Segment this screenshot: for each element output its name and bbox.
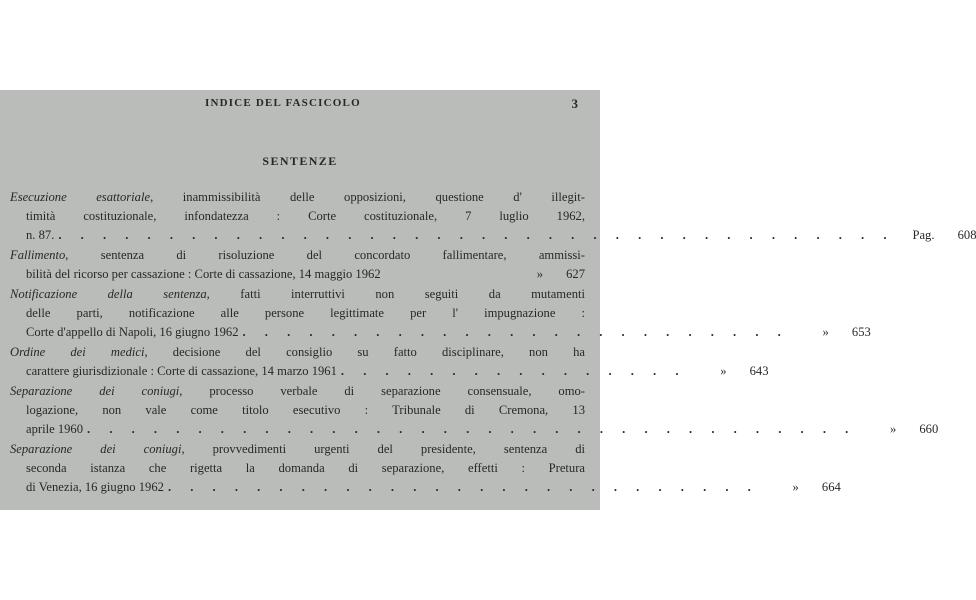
entry-page-number: 664 [821,480,841,494]
entry-page-number: 643 [749,364,769,378]
entry-line [10,459,585,478]
entry-line [10,207,585,226]
entry-subject: Separazione dei coniugi, [10,384,183,398]
page-label: » [720,364,727,378]
entry-text: fatti interruttivi non seguiti da mutamenti [209,287,585,301]
dot-leader: . . . . . . . . . . . . . . . . . . . . . . . . . . . [167,480,759,494]
entry-subject: Ordine dei medici, [10,345,148,359]
entry-text: logazione, non vale come titolo esecutivo : Tribunale di Cremona, 13 [26,403,585,417]
entry-text: decisione del consiglio su fatto disciplinare, non ha [147,345,585,359]
entry-text: seconda istanza che rigetta la domanda di separazione, effetti : Pretura [26,461,585,475]
entry-page-number: 608 [957,228,976,242]
entry-subject: Esecuzione esattoriale, [10,190,154,204]
page-number: 3 [571,96,578,111]
entry-last-line [10,420,939,439]
entry-first-line [10,285,585,304]
entry-subject: Fallimento, [10,248,69,262]
entry-text: bilità del ricorso per cassazione : Corte di cassazione, 14 maggio 1962 [26,267,381,281]
entry-page-number: 653 [851,325,871,339]
running-header [0,97,600,115]
entry-text: n. 87. [26,228,55,242]
entry-first-line [10,188,585,207]
entry-text: carattere giurisdizionale : Corte di cassazione, 14 marzo 1961 [26,364,337,378]
entry-subject: Separazione dei coniugi, [10,442,185,456]
entry-text: processo verbale di separazione consensuale, omo- [182,384,585,398]
page-label: » [536,267,543,281]
entry-first-line [10,440,585,459]
entry-page-number: 627 [566,267,585,281]
dot-leader: . . . . . . . . . . . . . . . . . . . . . . . . . [242,325,789,339]
entry-text: inammissibilità delle opposizioni, questione d' illegit- [153,190,585,204]
index-entry [10,246,585,284]
page-label: » [822,325,829,339]
page-label: » [889,422,897,436]
index-entries [10,188,976,498]
entry-text: sentenza di risoluzione del concordato fallimentare, ammissi- [68,248,585,262]
entry-line [10,304,585,323]
index-entry [10,382,939,439]
dot-leader: . . . . . . . . . . . . . . . . . . . . . . . . . . . . . . . . . . . [87,422,857,436]
entry-text: Corte d'appello di Napoli, 16 giugno 1962 [26,325,239,339]
entry-last-line [10,362,769,381]
entry-first-line [10,343,585,362]
index-entry [10,440,841,497]
entry-last-line [10,323,871,342]
running-title: INDICE DEL FASCICOLO [205,97,361,109]
entry-page-number: 660 [919,422,939,436]
index-entry [10,188,976,245]
entry-first-line [10,382,585,401]
index-entry [10,285,871,342]
dot-leader: . . . . . . . . . . . . . . . . [340,364,687,378]
section-title: SENTENZE [262,154,338,168]
entry-line [10,401,585,420]
page-label: » [792,480,799,494]
entry-text: aprile 1960 [26,422,84,436]
entry-subject: Notificazione della sentenza, [10,287,210,301]
scanned-page [0,90,976,510]
entry-last-line [10,226,976,245]
entry-last-line [10,265,585,284]
page-label: Pag. [912,228,935,242]
entry-text: provvedimenti urgenti del presidente, sentenza di [184,442,586,456]
dot-leader [381,265,503,284]
entry-last-line [10,478,841,497]
entry-text: di Venezia, 16 giugno 1962 [26,480,164,494]
dot-leader: . . . . . . . . . . . . . . . . . . . . . . . . . . . . . . . . . . . . . . [58,228,895,242]
entry-first-line [10,246,585,265]
index-entry [10,343,769,381]
entry-text: timità costituzionale, infondatezza : Corte costituzionale, 7 luglio 1962, [26,209,585,223]
entry-text: delle parti, notificazione alle persone legittimate per l' impugnazione : [26,306,585,320]
